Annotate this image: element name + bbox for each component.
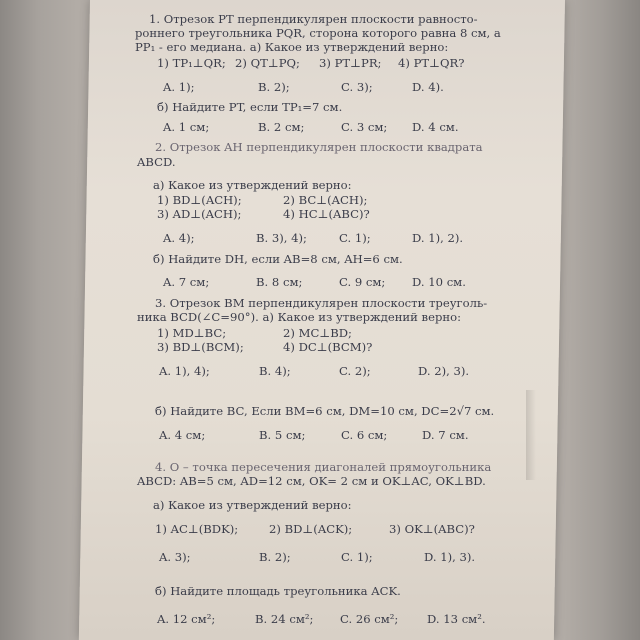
q4b-answer-a: A. 12 см²; (157, 612, 216, 626)
q2-statement-4: 4) HC⊥(ABC)? (283, 207, 370, 221)
q4-part-a: а) Какое из утверждений верно: (153, 498, 352, 512)
q3-line2: ника BCD(∠C=90°). а) Какое из утверждений верно: (137, 310, 461, 324)
q4b-answer-b: B. 24 см²; (255, 612, 314, 626)
q2-part-a: а) Какое из утверждений верно: (153, 178, 352, 192)
q4b-answer-d: D. 13 см². (427, 612, 486, 626)
q1-line3: PP₁ - его медиана. а) Какое из утверждений верно: (135, 40, 449, 54)
q3-line1: 3. Отрезок BM перпендикулярен плоскости треуголь- (155, 296, 488, 310)
q1a-answer-b: B. 2); (258, 80, 290, 94)
q2-line1: 2. Отрезок AH перпендикулярен плоскости квадрата (155, 140, 483, 154)
q4b-answer-c: C. 26 см²; (340, 612, 399, 626)
q4-statement-3: 3) OK⊥(ABC)? (389, 522, 475, 536)
q1b-answer-a: A. 1 см; (163, 120, 210, 134)
q3a-answer-b: B. 4); (259, 364, 291, 378)
q4a-answer-c: C. 1); (341, 550, 373, 564)
q4-line2: ABCD: AB=5 см, AD=12 см, OK= 2 см и OK⊥AC, OK⊥BD. (137, 474, 486, 488)
q1-line2: роннего треугольника PQR, сторона которого равна 8 см, а (135, 26, 501, 40)
q2a-answer-d: D. 1), 2). (412, 231, 464, 245)
q4a-answer-a: A. 3); (159, 550, 191, 564)
q3-statement-2: 2) MC⊥BD; (283, 326, 352, 340)
q3b-answer-c: C. 6 см; (341, 428, 388, 442)
q1a-answer-d: D. 4). (412, 80, 444, 94)
q3b-answer-d: D. 7 см. (422, 428, 469, 442)
q1-statement-1: 1) TP₁⊥QR; (157, 56, 226, 70)
q2-statement-1: 1) BD⊥(ACH); (157, 193, 242, 207)
q1-statement-4: 4) PT⊥QR? (398, 56, 465, 70)
q1b-answer-d: D. 4 см. (412, 120, 459, 134)
q3a-answer-d: D. 2), 3). (418, 364, 470, 378)
q3-statement-1: 1) MD⊥BC; (157, 326, 227, 340)
q3b-answer-a: A. 4 см; (159, 428, 206, 442)
q3a-answer-c: C. 2); (339, 364, 371, 378)
worksheet-content (135, 0, 555, 640)
q4-line1: 4. O – точка пересечения диагоналей прямоугольника (155, 460, 492, 474)
q3-part-b: б) Найдите BC, Если BM=6 см, DM=10 см, DC=2√7 см. (155, 404, 495, 418)
q1b-answer-b: B. 2 см; (258, 120, 305, 134)
q1-statement-3: 3) PT⊥PR; (319, 56, 382, 70)
q4-statement-2: 2) BD⊥(ACK); (269, 522, 353, 536)
q2-statement-3: 3) AD⊥(ACH); (157, 207, 242, 221)
q2-statement-2: 2) BC⊥(ACH); (283, 193, 368, 207)
q4-part-b: б) Найдите площадь треугольника ACK. (155, 584, 401, 598)
q2b-answer-a: A. 7 см; (163, 275, 210, 289)
q3-statement-4: 4) DC⊥(BCM)? (283, 340, 373, 354)
q2a-answer-b: B. 3), 4); (256, 231, 307, 245)
q3b-answer-b: B. 5 см; (259, 428, 306, 442)
q1a-answer-a: A. 1); (163, 80, 195, 94)
q2b-answer-d: D. 10 см. (412, 275, 466, 289)
q2b-answer-b: B. 8 см; (256, 275, 303, 289)
q2-line2: ABCD. (137, 155, 176, 169)
q3-statement-3: 3) BD⊥(BCM); (157, 340, 244, 354)
q1-statement-2: 2) QT⊥PQ; (235, 56, 300, 70)
q1b-answer-c: C. 3 см; (341, 120, 388, 134)
q2-part-b: б) Найдите DH, если AB=8 см, AH=6 см. (153, 252, 403, 266)
q2a-answer-c: C. 1); (339, 231, 371, 245)
q4-statement-1: 1) AC⊥(BDK); (155, 522, 239, 536)
q3a-answer-a: A. 1), 4); (159, 364, 210, 378)
q1a-answer-c: C. 3); (341, 80, 373, 94)
q2a-answer-a: A. 4); (163, 231, 195, 245)
q4a-answer-b: B. 2); (259, 550, 291, 564)
q1-line1: 1. Отрезок PT перпендикулярен плоскости равносто- (149, 12, 478, 26)
q4a-answer-d: D. 1), 3). (424, 550, 476, 564)
q1-part-b: б) Найдите PT, если TP₁=7 см. (157, 100, 343, 114)
q2b-answer-c: C. 9 см; (339, 275, 386, 289)
